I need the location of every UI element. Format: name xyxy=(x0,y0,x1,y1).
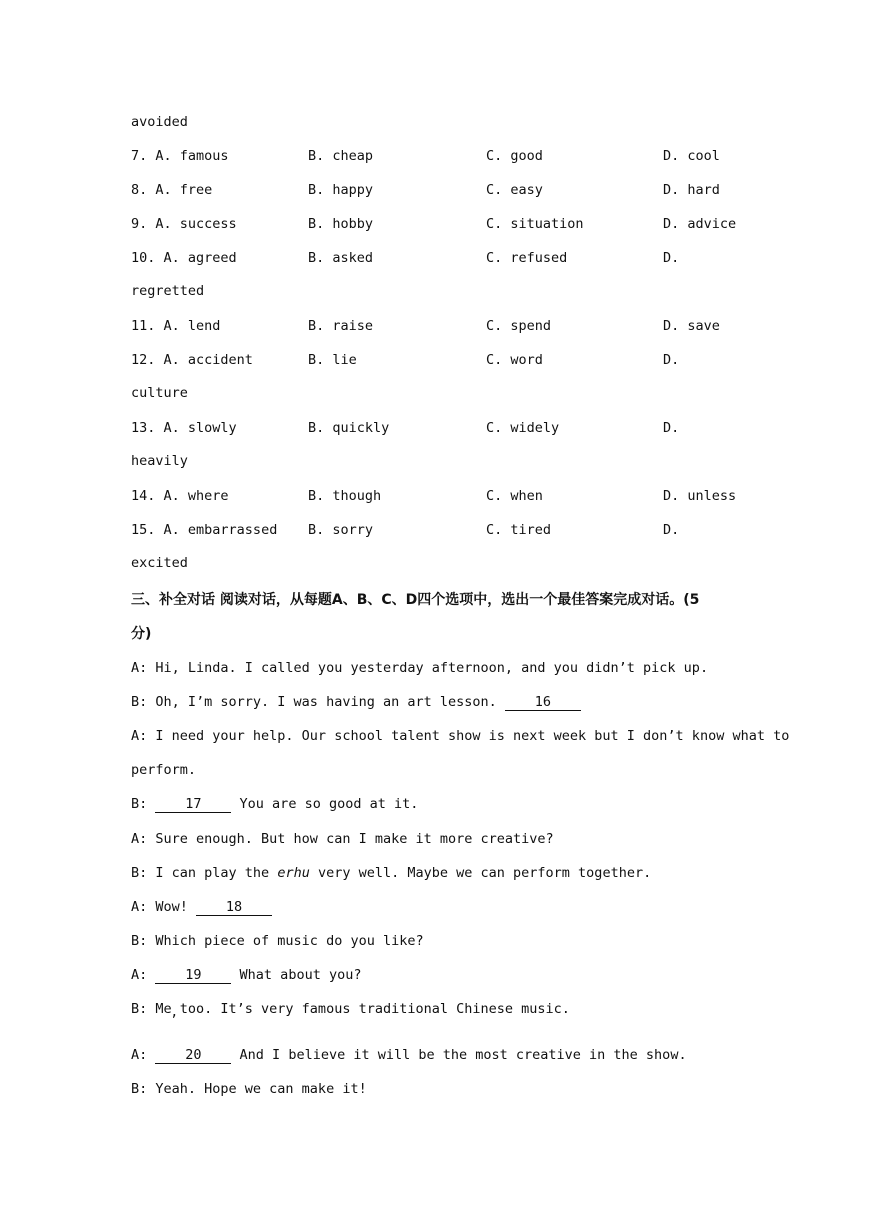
dialogue-line-7: B: I can play the erhu very well. Maybe we can perform together. xyxy=(131,865,652,881)
option-c: C. good xyxy=(486,148,543,164)
option-d: D. advice xyxy=(663,216,737,232)
option-c: C. refused xyxy=(486,250,568,266)
option-c: C. spend xyxy=(486,318,552,334)
dialogue-line-12: A: 20 And I believe it will be the most creative in the show. xyxy=(131,1047,687,1063)
question-row xyxy=(131,316,751,336)
question-row xyxy=(131,350,751,370)
option-b: B. cheap xyxy=(308,148,374,164)
question-number: 13. xyxy=(131,420,156,436)
option-b: B. hobby xyxy=(308,216,374,232)
dialogue-line-4: perform. xyxy=(131,762,197,778)
erhu-word: erhu xyxy=(277,865,310,881)
dialogue-line-2: B: Oh, I’m sorry. I was having an art lesson. 16 xyxy=(131,692,581,712)
option-d: D. unless xyxy=(663,488,737,504)
option-a: 12. A. accident xyxy=(131,352,253,368)
dialogue-line-13: B: Yeah. Hope we can make it! xyxy=(131,1081,367,1097)
option-d: D. cool xyxy=(663,148,720,164)
dialogue-line-11: B: Me too. It’s very famous traditional Chinese music. xyxy=(131,1001,570,1017)
option-d: D. hard xyxy=(663,182,720,198)
top-fragment: avoided xyxy=(131,114,188,130)
question-number: 10. xyxy=(131,250,156,266)
option-b: B. asked xyxy=(308,250,374,266)
stray-apostrophe: ’ xyxy=(170,1013,178,1028)
question-number: 11. xyxy=(131,318,156,334)
option-b: B. raise xyxy=(308,318,374,334)
option-b: B. sorry xyxy=(308,522,374,538)
option-c: C. when xyxy=(486,488,543,504)
dialogue-line-8: A: Wow! 18 xyxy=(131,897,272,917)
option-a: 11. A. lend xyxy=(131,318,221,334)
option-a: 9. A. success xyxy=(131,216,237,232)
option-d-wrap: culture xyxy=(131,385,188,401)
option-b: B. though xyxy=(308,488,382,504)
question-number: 8. xyxy=(131,182,148,198)
option-a: 13. A. slowly xyxy=(131,420,237,436)
option-d: D. save xyxy=(663,318,720,334)
question-row xyxy=(131,520,751,540)
answer-blank-18: 18 xyxy=(196,899,272,916)
option-d-wrap: heavily xyxy=(131,453,188,469)
dialogue-line-1: A: Hi, Linda. I called you yesterday afternoon, and you didn’t pick up. xyxy=(131,660,709,676)
answer-blank-17: 17 xyxy=(155,796,231,813)
option-a: 14. A. where xyxy=(131,488,229,504)
answer-blank-16: 16 xyxy=(505,694,581,711)
question-row xyxy=(131,486,751,506)
dialogue-line-6: A: Sure enough. But how can I make it more creative? xyxy=(131,831,554,847)
option-d: D. xyxy=(663,522,680,538)
question-number: 15. xyxy=(131,522,156,538)
option-d-wrap: excited xyxy=(131,555,188,571)
option-c: C. situation xyxy=(486,216,584,232)
question-row xyxy=(131,180,751,200)
question-number: 14. xyxy=(131,488,156,504)
question-row xyxy=(131,418,751,438)
option-d-wrap: regretted xyxy=(131,283,205,299)
answer-blank-20: 20 xyxy=(155,1047,231,1064)
option-a: 15. A. embarrassed xyxy=(131,522,278,538)
dialogue-line-3: A: I need your help. Our school talent show is next week but I don’t know what to xyxy=(131,728,790,744)
option-c: C. word xyxy=(486,352,543,368)
answer-blank-19: 19 xyxy=(155,967,231,984)
dialogue-line-5: B: 17 You are so good at it. xyxy=(131,796,419,812)
option-d: D. xyxy=(663,250,680,266)
option-c: C. tired xyxy=(486,522,552,538)
option-d: D. xyxy=(663,352,680,368)
dialogue-line-10: A: 19 What about you? xyxy=(131,967,362,983)
option-b: B. happy xyxy=(308,182,374,198)
section-heading-cont: 分) xyxy=(131,626,152,642)
question-row xyxy=(131,146,751,166)
option-a: 7. A. famous xyxy=(131,148,229,164)
dialogue-line-9: B: Which piece of music do you like? xyxy=(131,933,424,949)
option-b: B. lie xyxy=(308,352,357,368)
option-c: C. widely xyxy=(486,420,560,436)
question-number: 9. xyxy=(131,216,148,232)
option-d: D. xyxy=(663,420,680,436)
option-a: 10. A. agreed xyxy=(131,250,237,266)
option-b: B. quickly xyxy=(308,420,390,436)
option-a: 8. A. free xyxy=(131,182,213,198)
question-row xyxy=(131,248,751,268)
question-row xyxy=(131,214,751,234)
question-number: 7. xyxy=(131,148,148,164)
option-c: C. easy xyxy=(486,182,543,198)
section-heading: 三、补全对话 阅读对话，从每题A、B、C、D四个选项中，选出一个最佳答案完成对话。(5 xyxy=(131,592,700,608)
question-number: 12. xyxy=(131,352,156,368)
